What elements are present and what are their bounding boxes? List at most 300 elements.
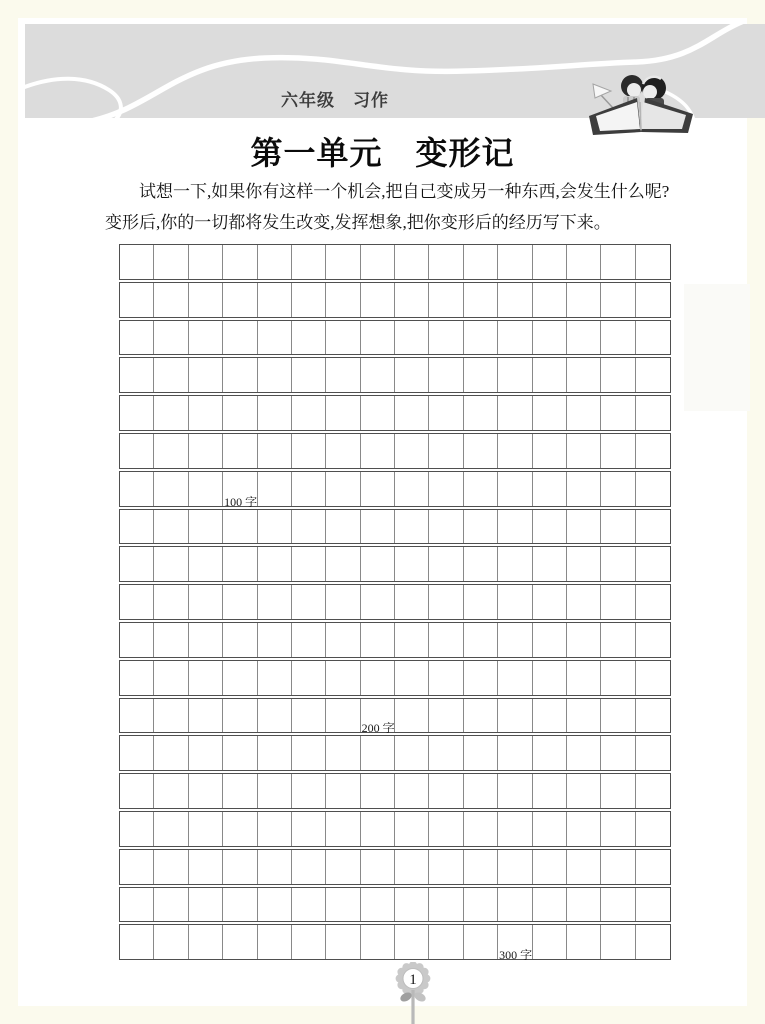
- grid-cell: [292, 661, 326, 695]
- grid-cell: [223, 245, 257, 279]
- grid-cell: [120, 661, 154, 695]
- grid-cell: [498, 623, 532, 657]
- grid-cell: [189, 699, 223, 733]
- grid-cell: [498, 434, 532, 468]
- grid-cell: [361, 396, 395, 430]
- grid-cell: [636, 623, 670, 657]
- grid-cell: [498, 321, 532, 355]
- grid-cell: [292, 774, 326, 808]
- grid-cell: [326, 585, 360, 619]
- grid-cell: [395, 699, 429, 733]
- grid-cell: [601, 925, 635, 959]
- grid-cell: [601, 699, 635, 733]
- grid-cell: [464, 547, 498, 581]
- grid-cell: [429, 888, 463, 922]
- grid-cell: [258, 850, 292, 884]
- grid-cell: [223, 283, 257, 317]
- grid-cell: [498, 661, 532, 695]
- grid-cell: [533, 472, 567, 506]
- grid-cell: [361, 245, 395, 279]
- grid-cell: [567, 396, 601, 430]
- grid-cell: [636, 925, 670, 959]
- grid-row: [119, 471, 671, 507]
- grid-cell: [567, 774, 601, 808]
- grid-cell: [429, 925, 463, 959]
- word-count-marker: 300 字: [499, 948, 533, 963]
- grid-cell: [567, 472, 601, 506]
- grid-cell: [120, 434, 154, 468]
- grid-cell: [223, 510, 257, 544]
- grid-cell: [395, 774, 429, 808]
- grid-cell: [429, 623, 463, 657]
- grid-cell: [498, 472, 532, 506]
- grid-cell: [292, 623, 326, 657]
- grid-cell: [120, 850, 154, 884]
- grid-cell: [533, 850, 567, 884]
- grid-cell: [567, 850, 601, 884]
- grid-cell: [567, 547, 601, 581]
- grid-cell: [223, 888, 257, 922]
- grid-cell: [361, 585, 395, 619]
- grid-row: [119, 320, 671, 356]
- course-label: 六年级 习作: [281, 91, 389, 110]
- grid-cell: [292, 850, 326, 884]
- grid-row: [119, 433, 671, 469]
- grid-cell: [189, 358, 223, 392]
- grid-cell: [189, 245, 223, 279]
- grid-cell: [464, 510, 498, 544]
- grid-cell: [361, 699, 395, 736]
- grid-cell: [395, 623, 429, 657]
- grid-cell: [636, 283, 670, 317]
- grid-cell: [636, 547, 670, 581]
- grid-cell: [429, 434, 463, 468]
- grid-cell: [533, 623, 567, 657]
- grid-cell: [464, 888, 498, 922]
- grid-cell: [601, 283, 635, 317]
- flower-stem: [411, 990, 414, 1024]
- grid-cell: [464, 358, 498, 392]
- grid-cell: [601, 396, 635, 430]
- grid-cell: [361, 850, 395, 884]
- grid-cell: [361, 925, 395, 959]
- word-count-marker: 100 字: [224, 494, 258, 509]
- grid-cell: [258, 774, 292, 808]
- grid-cell: [154, 850, 188, 884]
- grid-cell: [189, 396, 223, 430]
- grid-cell: [361, 283, 395, 317]
- grid-cell: [120, 321, 154, 355]
- grid-cell: [395, 661, 429, 695]
- grid-cell: [120, 623, 154, 657]
- grid-cell: [154, 925, 188, 959]
- grid-cell: [498, 283, 532, 317]
- grid-cell: [361, 510, 395, 544]
- grid-cell: [533, 925, 567, 959]
- grid-cell: [154, 283, 188, 317]
- grid-cell: [498, 699, 532, 733]
- grid-cell: [498, 510, 532, 544]
- grid-cell: [395, 925, 429, 959]
- grid-cell: [154, 774, 188, 808]
- grid-cell: [533, 358, 567, 392]
- grid-cell: [636, 434, 670, 468]
- grid-cell: [567, 661, 601, 695]
- grid-cell: [636, 774, 670, 808]
- grid-cell: [464, 321, 498, 355]
- grid-cell: [361, 547, 395, 581]
- grid-cell: [120, 585, 154, 619]
- grid-cell: [498, 547, 532, 581]
- grid-cell: [361, 434, 395, 468]
- grid-cell: [326, 358, 360, 392]
- grid-cell: [395, 736, 429, 770]
- grid-cell: [120, 888, 154, 922]
- grid-cell: [120, 396, 154, 430]
- grid-cell: [154, 396, 188, 430]
- grid-cell: [189, 888, 223, 922]
- grid-row: [119, 584, 671, 620]
- grid-cell: [361, 472, 395, 506]
- grid-cell: [120, 358, 154, 392]
- grid-cell: [498, 358, 532, 392]
- grid-cell: [189, 850, 223, 884]
- grid-cell: [429, 585, 463, 619]
- grid-cell: [395, 812, 429, 846]
- grid-cell: [258, 245, 292, 279]
- grid-cell: [120, 510, 154, 544]
- grid-cell: [636, 888, 670, 922]
- grid-cell: [154, 358, 188, 392]
- grid-cell: [326, 472, 360, 506]
- writing-grid: [119, 244, 671, 963]
- grid-row: [119, 887, 671, 923]
- grid-cell: [567, 623, 601, 657]
- grid-cell: [429, 661, 463, 695]
- grid-cell: [326, 321, 360, 355]
- grid-cell: [601, 510, 635, 544]
- grid-row: [119, 698, 671, 734]
- grid-cell: [429, 283, 463, 317]
- grid-cell: [120, 812, 154, 846]
- grid-cell: [601, 434, 635, 468]
- grid-cell: [189, 321, 223, 355]
- grid-cell: [292, 396, 326, 430]
- grid-cell: [223, 396, 257, 430]
- grid-cell: [395, 434, 429, 468]
- grid-cell: [601, 774, 635, 808]
- grid-cell: [464, 812, 498, 846]
- grid-cell: [189, 623, 223, 657]
- grid-cell: [429, 850, 463, 884]
- grid-row: [119, 546, 671, 582]
- grid-cell: [464, 736, 498, 770]
- grid-cell: [258, 396, 292, 430]
- grid-cell: [189, 434, 223, 468]
- grid-cell: [258, 434, 292, 468]
- grid-cell: [223, 699, 257, 733]
- grid-cell: [636, 396, 670, 430]
- grid-cell: [533, 774, 567, 808]
- grid-cell: [429, 547, 463, 581]
- grid-cell: [258, 661, 292, 695]
- grid-row: [119, 660, 671, 696]
- grid-cell: [361, 888, 395, 922]
- grid-cell: [189, 472, 223, 506]
- grid-cell: [223, 925, 257, 959]
- grid-cell: [498, 396, 532, 430]
- grid-cell: [464, 434, 498, 468]
- grid-cell: [533, 661, 567, 695]
- grid-cell: [223, 547, 257, 581]
- grid-cell: [636, 585, 670, 619]
- grid-cell: [326, 774, 360, 808]
- grid-cell: [533, 812, 567, 846]
- grid-cell: [292, 925, 326, 959]
- grid-cell: [258, 283, 292, 317]
- grid-cell: [154, 472, 188, 506]
- grid-cell: [567, 812, 601, 846]
- unit-title: 第一单元 变形记: [250, 135, 515, 171]
- grid-cell: [464, 245, 498, 279]
- grid-cell: [395, 547, 429, 581]
- grid-cell: [223, 661, 257, 695]
- grid-cell: [223, 812, 257, 846]
- grid-cell: [189, 661, 223, 695]
- grid-cell: [189, 283, 223, 317]
- grid-cell: [636, 472, 670, 506]
- grid-cell: [258, 888, 292, 922]
- grid-cell: [223, 850, 257, 884]
- grid-cell: [292, 245, 326, 279]
- grid-cell: [429, 321, 463, 355]
- grid-cell: [258, 736, 292, 770]
- grid-row: [119, 395, 671, 431]
- grid-cell: [361, 774, 395, 808]
- grid-cell: [120, 925, 154, 959]
- grid-cell: [154, 510, 188, 544]
- grid-cell: [326, 434, 360, 468]
- grid-cell: [361, 623, 395, 657]
- grid-cell: [189, 585, 223, 619]
- grid-cell: [361, 812, 395, 846]
- grid-cell: [326, 736, 360, 770]
- grid-cell: [464, 623, 498, 657]
- grid-cell: [189, 547, 223, 581]
- grid-cell: [154, 812, 188, 846]
- grid-cell: [498, 585, 532, 619]
- grid-cell: [601, 547, 635, 581]
- grid-cell: [292, 358, 326, 392]
- grid-cell: [258, 812, 292, 846]
- grid-cell: [601, 812, 635, 846]
- grid-cell: [258, 623, 292, 657]
- grid-cell: [154, 434, 188, 468]
- grid-cell: [258, 699, 292, 733]
- grid-cell: [292, 812, 326, 846]
- grid-cell: [326, 699, 360, 733]
- grid-cell: [395, 321, 429, 355]
- intro-paragraph: [105, 176, 690, 238]
- grid-row: [119, 849, 671, 885]
- grid-cell: [567, 358, 601, 392]
- grid-row: [119, 735, 671, 771]
- grid-row: [119, 924, 671, 963]
- grid-cell: [429, 358, 463, 392]
- grid-cell: [223, 774, 257, 808]
- grid-cell: [636, 661, 670, 695]
- grid-cell: [326, 925, 360, 959]
- grid-cell: [361, 358, 395, 392]
- grid-cell: [120, 245, 154, 279]
- grid-cell: [464, 850, 498, 884]
- grid-cell: [292, 510, 326, 544]
- grid-cell: [292, 888, 326, 922]
- grid-cell: [223, 472, 258, 509]
- grid-cell: [533, 888, 567, 922]
- grid-cell: [292, 699, 326, 733]
- page-number: 1: [409, 972, 417, 988]
- grid-cell: [120, 774, 154, 808]
- grid-cell: [326, 661, 360, 695]
- grid-cell: [154, 699, 188, 733]
- grid-cell: [601, 245, 635, 279]
- grid-cell: [326, 547, 360, 581]
- grid-cell: [258, 472, 292, 506]
- grid-cell: [154, 888, 188, 922]
- grid-cell: [223, 736, 257, 770]
- grid-cell: [464, 472, 498, 506]
- grid-cell: [498, 736, 532, 770]
- grid-cell: [258, 358, 292, 392]
- scan-shading: [684, 284, 750, 411]
- grid-cell: [601, 321, 635, 355]
- intro-line-2: 变形后,你的一切都将发生改变,发挥想象,把你变形后的经历写下来。: [105, 213, 611, 232]
- grid-cell: [601, 623, 635, 657]
- grid-cell: [464, 283, 498, 317]
- grid-cell: [429, 812, 463, 846]
- grid-cell: [189, 925, 223, 959]
- grid-cell: [567, 888, 601, 922]
- grid-cell: [361, 736, 395, 770]
- grid-cell: [636, 812, 670, 846]
- grid-cell: [636, 321, 670, 355]
- grid-cell: [154, 547, 188, 581]
- grid-cell: [223, 321, 257, 355]
- grid-cell: [326, 888, 360, 922]
- grid-cell: [395, 472, 429, 506]
- grid-cell: [395, 245, 429, 279]
- grid-cell: [154, 585, 188, 619]
- grid-cell: [567, 434, 601, 468]
- grid-cell: [567, 321, 601, 355]
- grid-cell: [567, 699, 601, 733]
- grid-cell: [464, 774, 498, 808]
- grid-cell: [601, 736, 635, 770]
- grid-cell: [292, 283, 326, 317]
- grid-cell: [223, 623, 257, 657]
- grid-cell: [361, 321, 395, 355]
- grid-cell: [533, 585, 567, 619]
- grid-cell: [189, 736, 223, 770]
- grid-cell: [429, 245, 463, 279]
- grid-cell: [498, 812, 532, 846]
- grid-cell: [326, 396, 360, 430]
- grid-cell: [154, 321, 188, 355]
- grid-cell: [498, 245, 532, 279]
- grid-cell: [636, 245, 670, 279]
- grid-cell: [120, 547, 154, 581]
- grid-cell: [154, 623, 188, 657]
- grid-cell: [567, 510, 601, 544]
- grid-cell: [395, 358, 429, 392]
- grid-cell: [533, 283, 567, 317]
- grid-cell: [636, 736, 670, 770]
- grid-cell: [601, 888, 635, 922]
- grid-row: [119, 811, 671, 847]
- grid-cell: [326, 850, 360, 884]
- grid-cell: [223, 358, 257, 392]
- grid-cell: [292, 547, 326, 581]
- grid-cell: [258, 510, 292, 544]
- grid-cell: [429, 699, 463, 733]
- grid-cell: [464, 585, 498, 619]
- grid-cell: [601, 585, 635, 619]
- grid-cell: [223, 434, 257, 468]
- grid-cell: [292, 736, 326, 770]
- page-number-flower: [393, 962, 433, 1024]
- grid-cell: [464, 925, 498, 959]
- grid-cell: [636, 699, 670, 733]
- grid-row: [119, 509, 671, 545]
- grid-cell: [636, 510, 670, 544]
- grid-cell: [395, 585, 429, 619]
- grid-cell: [533, 245, 567, 279]
- grid-cell: [292, 472, 326, 506]
- grid-cell: [258, 585, 292, 619]
- grid-row: [119, 773, 671, 809]
- grid-cell: [567, 925, 601, 959]
- grid-cell: [636, 850, 670, 884]
- grid-cell: [498, 774, 532, 808]
- grid-cell: [464, 699, 498, 733]
- grid-cell: [567, 585, 601, 619]
- grid-cell: [258, 321, 292, 355]
- grid-cell: [429, 736, 463, 770]
- grid-row: [119, 282, 671, 318]
- grid-cell: [326, 510, 360, 544]
- grid-cell: [361, 661, 395, 695]
- grid-cell: [533, 547, 567, 581]
- grid-cell: [326, 245, 360, 279]
- grid-cell: [189, 812, 223, 846]
- word-count-marker: 200 字: [361, 721, 395, 736]
- grid-row: [119, 357, 671, 393]
- grid-cell: [429, 396, 463, 430]
- header-banner: [25, 24, 765, 118]
- grid-cell: [567, 245, 601, 279]
- grid-cell: [326, 812, 360, 846]
- grid-cell: [154, 736, 188, 770]
- grid-cell: [258, 925, 292, 959]
- grid-cell: [292, 321, 326, 355]
- grid-cell: [292, 585, 326, 619]
- grid-cell: [567, 283, 601, 317]
- grid-cell: [189, 774, 223, 808]
- grid-cell: [567, 736, 601, 770]
- grid-cell: [533, 321, 567, 355]
- grid-cell: [120, 283, 154, 317]
